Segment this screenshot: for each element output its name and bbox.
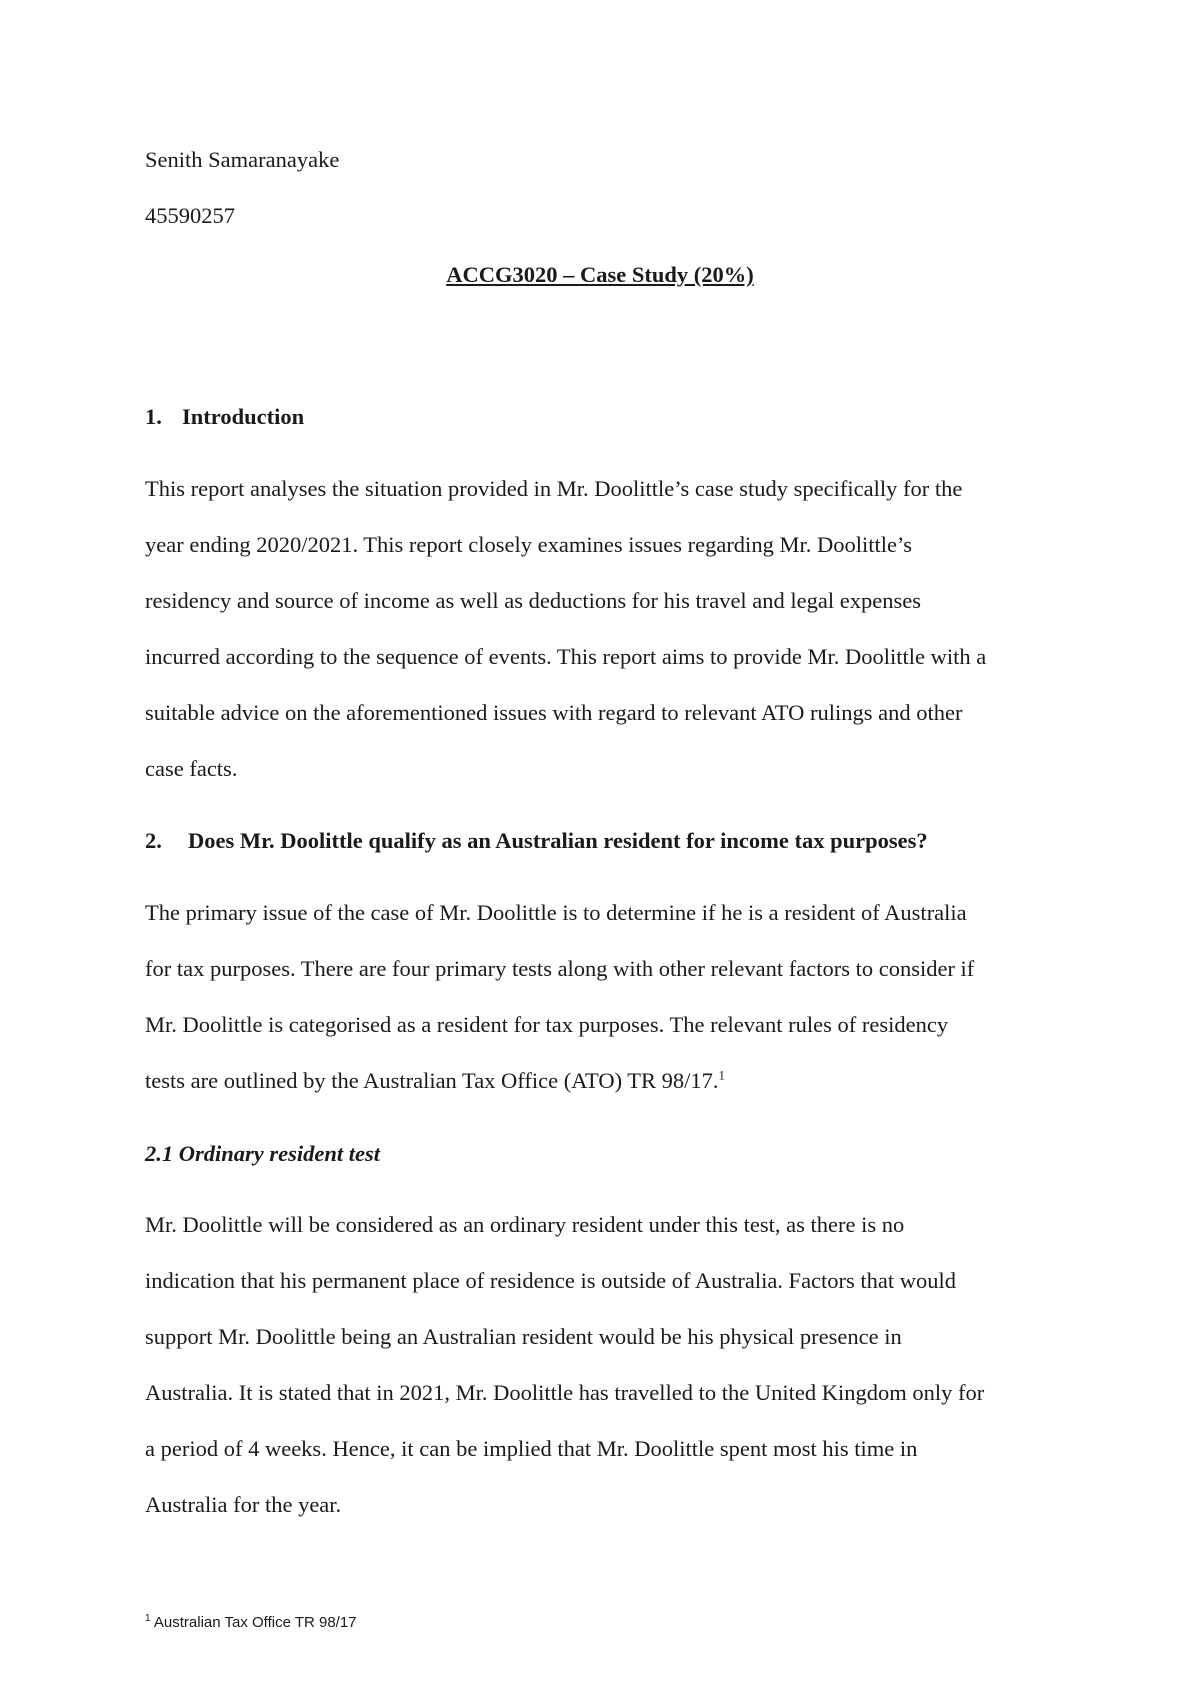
footnote-reference[interactable]: 1: [718, 1067, 726, 1083]
paragraph-line: incurred according to the sequence of events. This report aims to provide Mr. Doolittle with a: [145, 644, 987, 669]
paragraph-line: [145, 1053, 1065, 1109]
paragraph-line: support Mr. Doolittle being an Australian resident would be his physical presence in: [145, 1324, 902, 1349]
paragraph-line: Australia for the year.: [145, 1492, 342, 1517]
footnote-text: Australian Tax Office TR 98/17: [150, 1614, 357, 1631]
paragraph-line: This report analyses the situation provided in Mr. Doolittle’s case study specifically for the: [145, 476, 963, 501]
paragraph-line: Mr. Doolittle is categorised as a resident for tax purposes. The relevant rules of residency: [145, 1012, 949, 1037]
section-1-title: Introduction: [182, 404, 305, 429]
paragraph-line: case facts.: [145, 756, 238, 781]
section-1-paragraph: [145, 461, 1065, 797]
section-2-1-paragraph: [145, 1197, 1065, 1533]
paragraph-line: for tax purposes. There are four primary tests along with other relevant factors to consider if: [145, 956, 975, 981]
paragraph-line: a period of 4 weeks. Hence, it can be implied that Mr. Doolittle spent most his time in: [145, 1436, 918, 1461]
section-2-1-heading: 2.1 Ordinary resident test: [145, 1141, 381, 1166]
paragraph-line: indication that his permanent place of residence is outside of Australia. Factors that would: [145, 1268, 957, 1293]
paragraph-line: Mr. Doolittle will be considered as an ordinary resident under this test, as there is no: [145, 1212, 905, 1237]
paragraph-line: residency and source of income as well as deductions for his travel and legal expenses: [145, 588, 921, 613]
section-2-paragraph: [145, 885, 1065, 1109]
paragraph-line: suitable advice on the aforementioned issues with regard to relevant ATO rulings and other: [145, 700, 963, 725]
section-2-number: 2.: [145, 828, 162, 853]
section-2-title: Does Mr. Doolittle qualify as an Australian resident for income tax purposes?: [188, 828, 928, 853]
student-id: 45590257: [145, 203, 235, 228]
paragraph-line: year ending 2020/2021. This report closely examines issues regarding Mr. Doolittle’s: [145, 532, 912, 557]
footnote-marker: 1: [145, 1613, 151, 1624]
paragraph-line-text: tests are outlined by the Australian Tax Office (ATO) TR 98/17.: [145, 1068, 719, 1093]
author-name: Senith Samaranayake: [145, 147, 340, 172]
paragraph-line: Australia. It is stated that in 2021, Mr. Doolittle has travelled to the United Kingdom only for: [145, 1380, 985, 1405]
section-1-number: 1.: [145, 404, 162, 429]
document-title: ACCG3020 – Case Study (20%): [446, 262, 754, 287]
footnote: [145, 1615, 357, 1630]
paragraph-line: The primary issue of the case of Mr. Doolittle is to determine if he is a resident of Australia: [145, 900, 967, 925]
